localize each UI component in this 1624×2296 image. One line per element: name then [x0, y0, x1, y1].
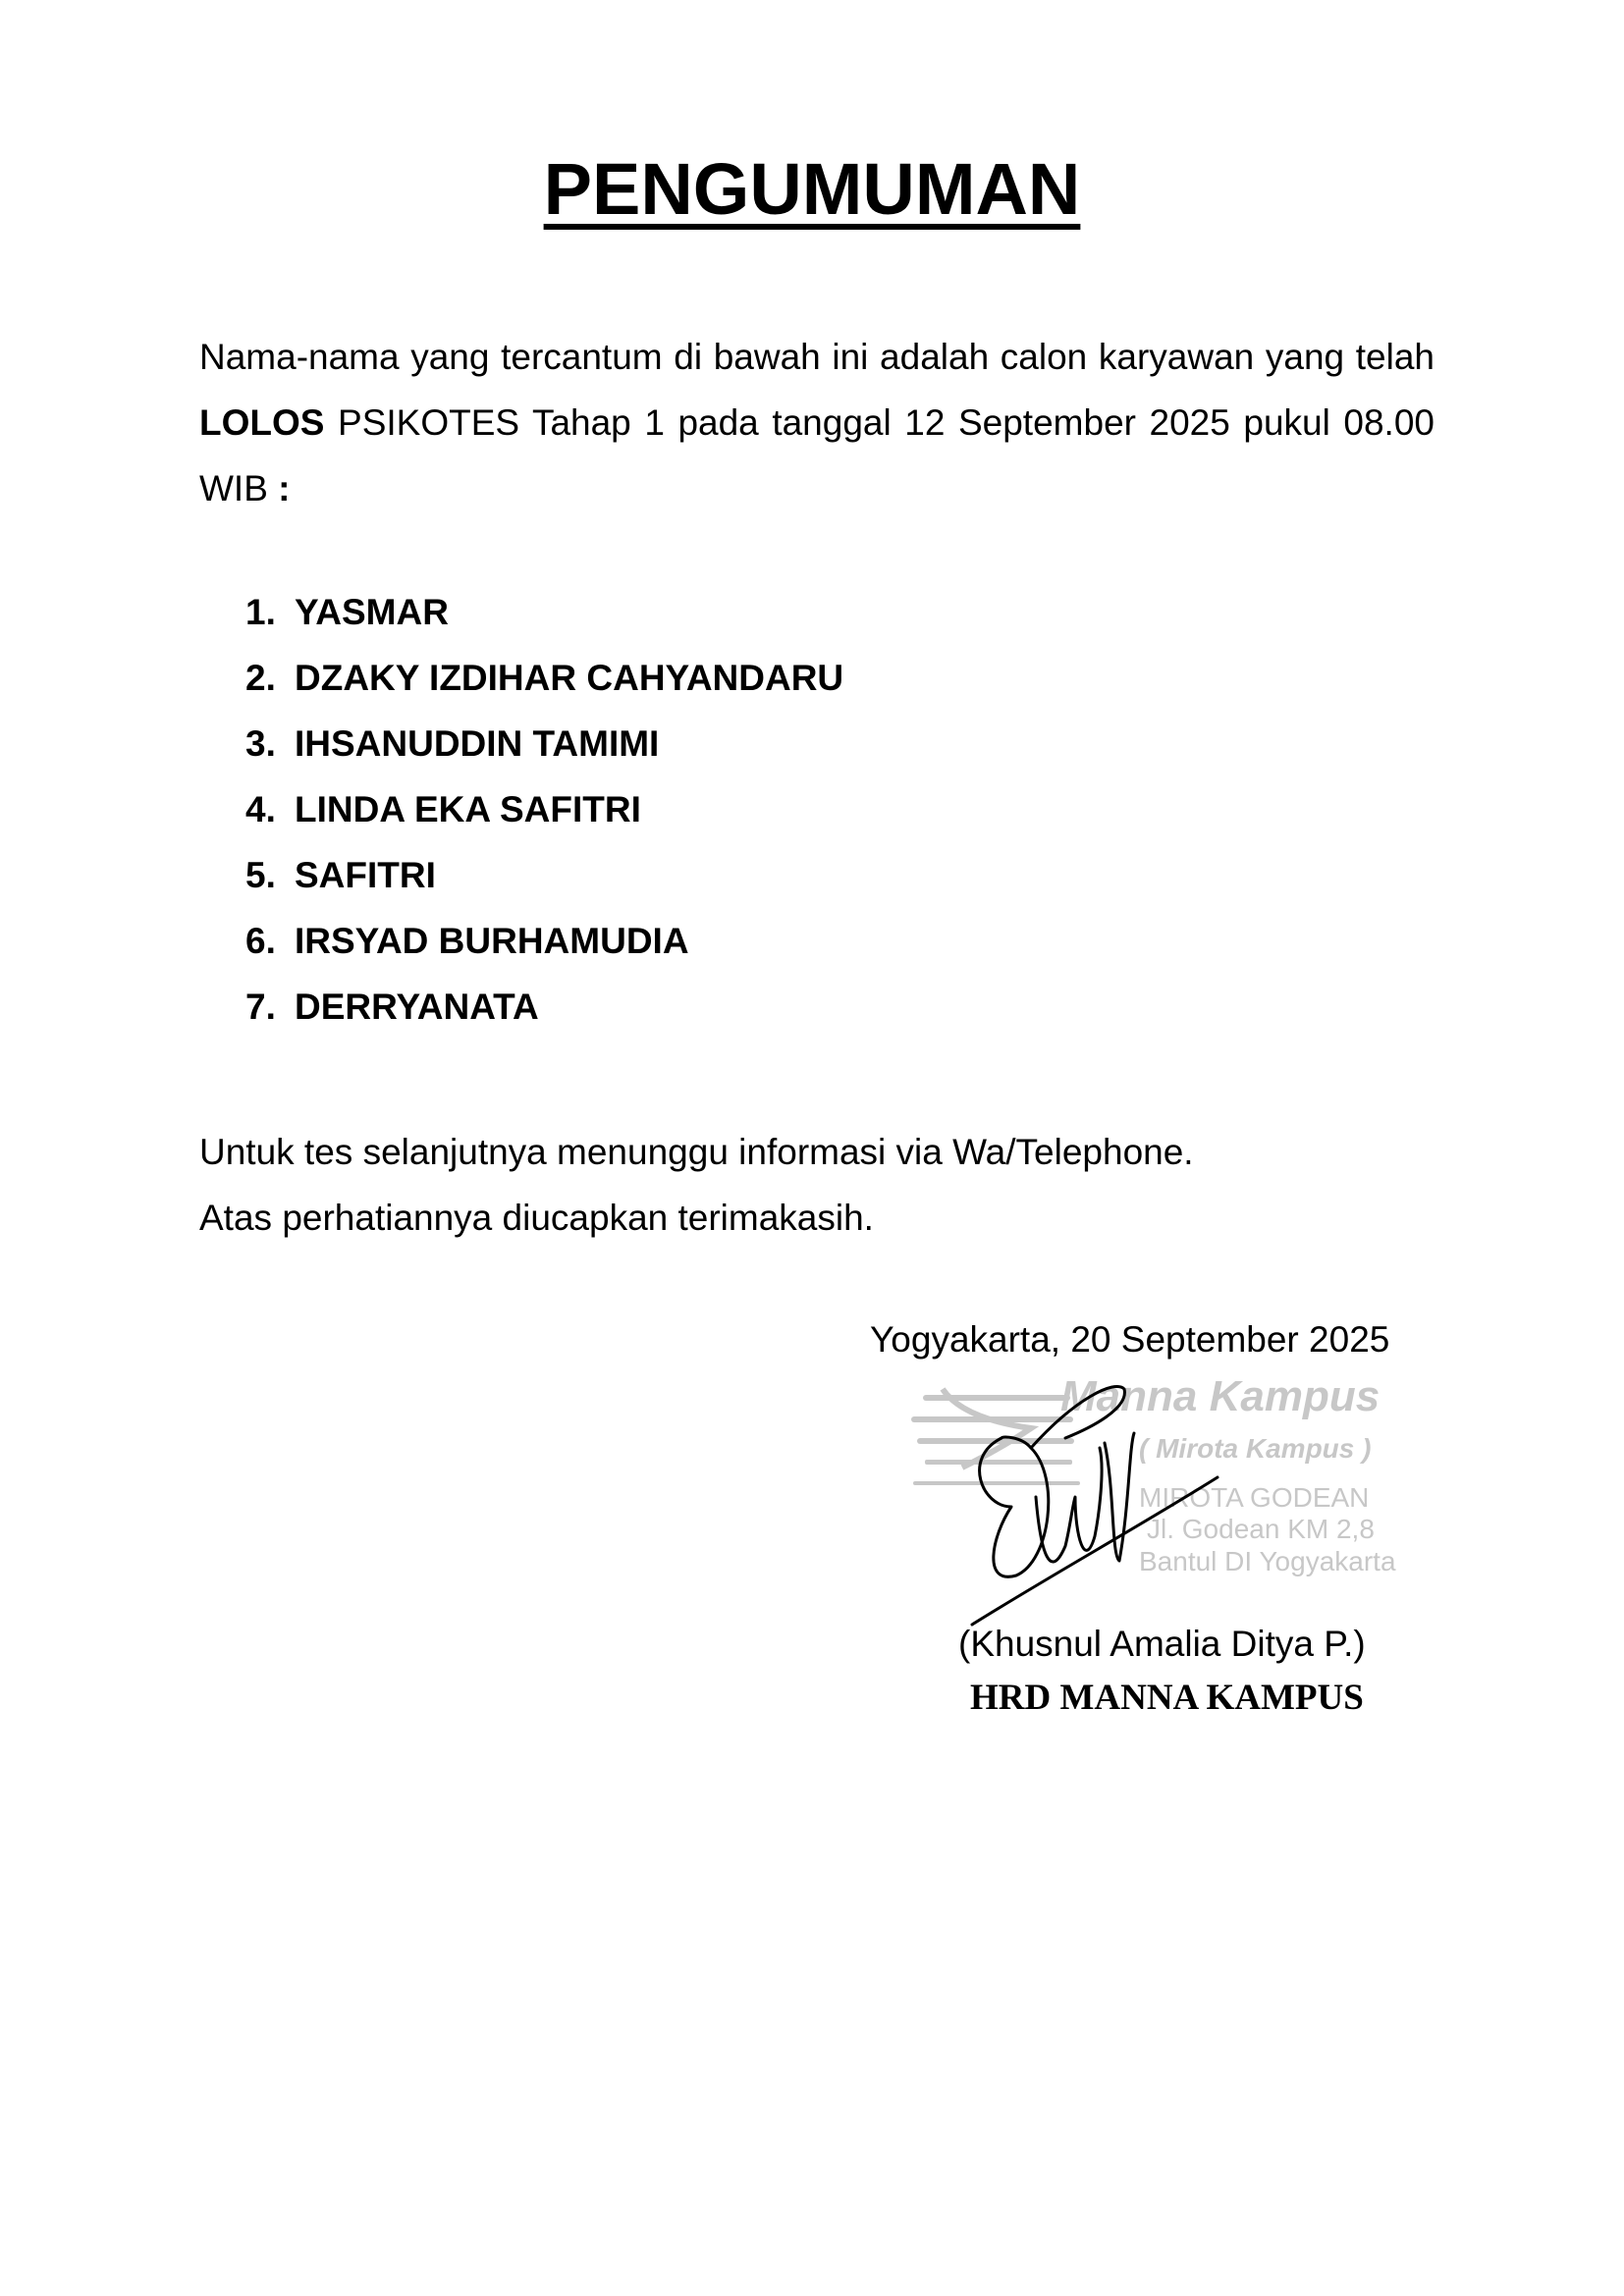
intro-paragraph: Nama-nama yang tercantum di bawah ini adalah calon karyawan yang telah LOLOS PSIKOTES Tahap 1 pada tanggal 12 September 2025 pukul 08.00 WIB : — [199, 337, 1435, 508]
closing-line-2: Atas perhatiannya diucapkan terimakasih. — [199, 1198, 874, 1238]
candidate-name: IHSANUDDIN TAMIMI — [295, 723, 660, 764]
lolos-emphasis: LOLOS — [199, 402, 325, 443]
candidate-name: YASMAR — [295, 592, 449, 632]
list-item: 1. YASMAR — [245, 592, 449, 632]
list-item: 5. SAFITRI — [245, 855, 436, 895]
list-item: 7. DERRYANATA — [245, 987, 539, 1027]
stamp-logo-icon — [911, 1389, 1080, 1485]
svg-text:MIROTA GODEAN: MIROTA GODEAN — [1139, 1482, 1370, 1513]
list-item: 6. IRSYAD BURHAMUDIA — [245, 921, 689, 961]
candidate-name: SAFITRI — [295, 855, 436, 895]
svg-text:Bantul DI Yogyakarta: Bantul DI Yogyakarta — [1139, 1546, 1396, 1576]
svg-text:( Mirota Kampus ): ( Mirota Kampus ) — [1139, 1433, 1372, 1464]
page-title: PENGUMUMAN — [543, 148, 1081, 230]
candidate-name: DERRYANATA — [295, 987, 539, 1027]
list-item: 2. DZAKY IZDIHAR CAHYANDARU — [245, 658, 844, 698]
closing-line-1: Untuk tes selanjutnya menunggu informasi via Wa/Telephone. — [199, 1132, 1194, 1172]
signer-name: (Khusnul Amalia Ditya P.) — [958, 1624, 1366, 1664]
closing-text — [199, 1119, 1194, 1251]
candidate-list — [245, 579, 843, 1040]
svg-text:Jl. Godean KM 2,8: Jl. Godean KM 2,8 — [1147, 1514, 1375, 1544]
date-place: Yogyakarta, 20 September 2025 — [870, 1319, 1390, 1360]
candidate-name: LINDA EKA SAFITRI — [295, 789, 641, 829]
list-item: 3. IHSANUDDIN TAMIMI — [245, 723, 660, 764]
company-stamp — [911, 1372, 1396, 1576]
candidate-name: IRSYAD BURHAMUDIA — [295, 921, 689, 961]
svg-text:Manna Kampus: Manna Kampus — [1060, 1372, 1380, 1420]
signer-role: HRD MANNA KAMPUS — [970, 1678, 1364, 1718]
candidate-name: DZAKY IZDIHAR CAHYANDARU — [295, 658, 844, 698]
list-item: 4. LINDA EKA SAFITRI — [245, 789, 641, 829]
stamp-and-signature — [903, 1360, 1512, 1644]
